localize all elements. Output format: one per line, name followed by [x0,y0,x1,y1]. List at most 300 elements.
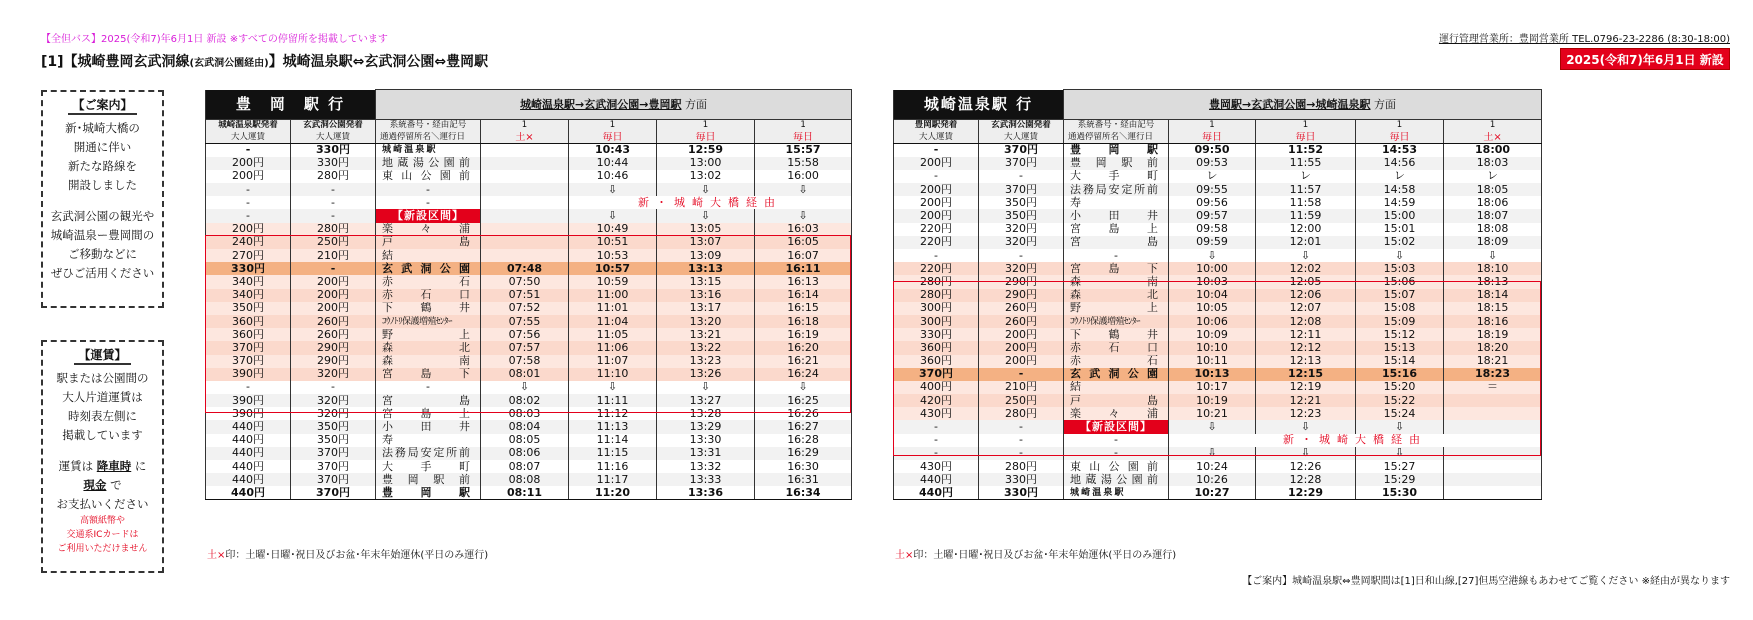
time-cell: 10:17 [1169,381,1256,394]
fare-col-head: 豊岡駅発着 [894,120,979,132]
new-section-label: 【新設区間】 [376,209,481,222]
table-row [206,368,852,381]
time-cell: 11:04 [569,315,657,328]
time-cell: 10:51 [569,236,657,249]
fare-cell: 390円 [206,407,291,420]
time-cell: 18:09 [1444,236,1542,249]
operating-day: 土× [481,132,569,144]
table-row [206,407,852,420]
header-row [206,120,852,132]
fare-cell: 280円 [291,223,376,236]
fare-cell: - [894,434,979,447]
time-cell: 11:20 [569,486,657,499]
time-cell: 11:12 [569,407,657,420]
time-cell: レ [1444,170,1542,183]
fare-cell: - [979,447,1064,460]
time-cell: 13:21 [657,328,755,341]
system-number: 1 [1444,120,1542,132]
time-cell [481,196,569,209]
table-row [206,315,852,328]
fare-cell: 320円 [291,394,376,407]
time-cell: 16:03 [755,223,852,236]
time-cell [1444,460,1542,473]
time-cell: 16:05 [755,236,852,249]
fare-cell: 260円 [979,302,1064,315]
fare-cell: 290円 [291,341,376,354]
destination-heading: 豊 岡 駅 行 [206,90,376,120]
stop-name: 宮島上 [376,407,481,420]
time-cell: ⇩ [1256,249,1356,262]
stop-name: 結 [1064,381,1169,394]
fare-cell: 200円 [979,328,1064,341]
stop-name: 森北 [376,341,481,354]
fare-cell: 300円 [894,302,979,315]
time-cell [1444,420,1542,433]
fare-cell: 330円 [979,486,1064,499]
time-cell: 13:09 [657,249,755,262]
time-cell: 15:06 [1356,275,1444,288]
operating-day: 毎日 [1256,132,1356,144]
time-cell: 15:27 [1356,460,1444,473]
table-row [894,236,1542,249]
time-cell: 18:10 [1444,262,1542,275]
fare-cell: - [894,144,979,157]
footnote-left: 土×印：土曜･日曜･祝日及びお盆･年末年始運休(平日のみ運行) [207,550,489,561]
stop-name: 戸島 [1064,394,1169,407]
time-cell: 13:00 [657,157,755,170]
stop-name: 豊岡駅前 [376,473,481,486]
fare-cell: 360円 [894,355,979,368]
fare-cell: 250円 [291,236,376,249]
time-cell: ⇩ [569,209,657,222]
stop-name: 戸島 [376,236,481,249]
time-cell: 12:08 [1256,315,1356,328]
table-row [206,460,852,473]
table-row [894,420,1542,433]
time-cell: 11:52 [1256,144,1356,157]
system-number: 1 [1256,120,1356,132]
fare-cell: 200円 [979,355,1064,368]
fare-cell: 440円 [894,473,979,486]
time-cell: 16:30 [755,460,852,473]
time-cell: 10:24 [1169,460,1256,473]
fare-label: 大人運賃 [894,132,979,144]
fare-cell: 440円 [894,486,979,499]
table-row [894,328,1542,341]
time-cell [481,157,569,170]
operating-day: 毎日 [755,132,852,144]
table-row [206,144,852,157]
time-cell: 14:59 [1356,196,1444,209]
footnote-right: 土×印：土曜･日曜･祝日及びお盆･年末年始運休(平日のみ運行) [895,550,1177,561]
time-cell: 13:07 [657,236,755,249]
time-cell: 10:57 [569,262,657,275]
time-cell: 11:59 [1256,209,1356,222]
fare-cell: 200円 [291,289,376,302]
time-cell [1444,447,1542,460]
time-cell: 15:16 [1356,368,1444,381]
time-cell: 12:26 [1256,460,1356,473]
time-cell: 16:20 [755,341,852,354]
time-cell: 13:36 [657,486,755,499]
fare-cell: - [894,420,979,433]
table-row [206,209,852,222]
time-cell: 08:08 [481,473,569,486]
time-cell: 11:05 [569,328,657,341]
time-cell: 18:23 [1444,368,1542,381]
time-cell: 07:57 [481,341,569,354]
time-cell: 10:43 [569,144,657,157]
fare-cell: 320円 [979,262,1064,275]
time-cell: 15:00 [1356,209,1444,222]
time-cell: ⇩ [755,381,852,394]
time-cell: 13:23 [657,355,755,368]
via-bridge-note: 新・城崎大橋経由 [1169,434,1542,447]
table-row [894,302,1542,315]
time-cell: 11:15 [569,447,657,460]
fare-cell: 440円 [206,420,291,433]
route-title: [1]【城崎豊岡玄武洞線(玄武洞公園経由)】城崎温泉駅⇔玄武洞公園⇔豊岡駅 [41,54,489,70]
time-cell: ⇩ [1256,420,1356,433]
stop-name: 小田井 [376,420,481,433]
time-cell: 07:48 [481,262,569,275]
system-number: 1 [481,120,569,132]
time-cell: 10:13 [1169,368,1256,381]
time-cell: 18:21 [1444,355,1542,368]
time-cell: 14:53 [1356,144,1444,157]
stop-name: 宮島 [1064,236,1169,249]
time-cell: 09:50 [1169,144,1256,157]
system-number: 1 [569,120,657,132]
fare-cell: 390円 [206,394,291,407]
fare-cell: 440円 [206,486,291,499]
fare-cell: 330円 [979,473,1064,486]
time-cell: 10:46 [569,170,657,183]
header-row [206,132,852,144]
fare-cell: 350円 [291,434,376,447]
time-cell: 09:57 [1169,209,1256,222]
time-cell: 16:14 [755,289,852,302]
fare-cell: - [979,420,1064,433]
time-cell: 12:23 [1256,407,1356,420]
time-cell: 12:07 [1256,302,1356,315]
fare-cell: 200円 [291,302,376,315]
time-cell [481,236,569,249]
fare-cell: 330円 [291,157,376,170]
stop-name: 結 [376,249,481,262]
time-cell: ＝ [1444,381,1542,394]
new-route-badge: 2025(令和7)年6月1日 新設 [1560,48,1730,70]
fare-cell: 280円 [979,407,1064,420]
fare-cell: 200円 [206,157,291,170]
fare-cell: 220円 [894,262,979,275]
time-cell: 11:17 [569,473,657,486]
stop-name: - [376,183,481,196]
fare-cell: 370円 [979,144,1064,157]
time-cell: ⇩ [657,209,755,222]
operating-day: 毎日 [569,132,657,144]
office-contact: 運行管理営業所：豊岡営業所 TEL.0796-23-2286 (8:30-18:00) [1438,34,1730,45]
fare-cell: 200円 [894,209,979,222]
table-row [894,249,1542,262]
time-cell: 16:19 [755,328,852,341]
fare-cell: 200円 [291,275,376,288]
table-row [206,381,852,394]
fare-cell: 330円 [206,262,291,275]
time-cell: 12:29 [1256,486,1356,499]
operating-day: 毎日 [1169,132,1256,144]
time-cell: 16:29 [755,447,852,460]
stop-name: 宮島下 [376,368,481,381]
time-cell: 12:15 [1256,368,1356,381]
fare-cell: 370円 [291,486,376,499]
time-cell: 18:20 [1444,341,1542,354]
table-row [206,170,852,183]
fare-cell: 280円 [291,170,376,183]
time-cell: ⇩ [569,381,657,394]
fare-cell: - [894,249,979,262]
time-cell: 13:27 [657,394,755,407]
timetable-to-toyooka [205,89,852,500]
time-cell: 16:28 [755,434,852,447]
time-cell: 13:02 [657,170,755,183]
time-cell: 15:20 [1356,381,1444,394]
fare-cell: 350円 [979,209,1064,222]
table-row [894,381,1542,394]
time-cell: 08:06 [481,447,569,460]
time-cell: 16:11 [755,262,852,275]
fare-label: 大人運賃 [291,132,376,144]
operating-day: 土× [1444,132,1542,144]
time-cell: 18:08 [1444,223,1542,236]
table-row [894,183,1542,196]
time-cell: 15:24 [1356,407,1444,420]
system-label: 系統番号・経由記号 [376,120,481,132]
stop-name: ｺｳﾉﾄﾘ保護増殖ｾﾝﾀｰ [376,315,481,328]
stop-name: 法務局安定所前 [1064,183,1169,196]
time-cell: 10:06 [1169,315,1256,328]
stop-name: 地蔵湯公園前 [1064,473,1169,486]
time-cell: 18:15 [1444,302,1542,315]
time-cell: 12:12 [1256,341,1356,354]
table-row [894,368,1542,381]
fare-cell: 350円 [206,302,291,315]
time-cell: 13:15 [657,275,755,288]
time-cell: 18:19 [1444,328,1542,341]
stop-name: 宮島 [376,394,481,407]
time-cell: 16:00 [755,170,852,183]
fare-cell: - [206,196,291,209]
table-row [206,275,852,288]
fare-cell: 220円 [894,223,979,236]
table-row [894,407,1542,420]
table-row [206,420,852,433]
fare-cell: 340円 [206,289,291,302]
fare-cell: 260円 [291,315,376,328]
fare-col-head: 玄武洞公園発着 [291,120,376,132]
table-row [894,341,1542,354]
time-cell: 10:44 [569,157,657,170]
stop-name: - [376,381,481,394]
fare-cell: 370円 [206,355,291,368]
time-cell: ⇩ [569,183,657,196]
time-cell: ⇩ [1444,249,1542,262]
time-cell: ⇩ [481,381,569,394]
time-cell: 16:31 [755,473,852,486]
fare-cell: 280円 [894,275,979,288]
fare-cell: 330円 [291,144,376,157]
time-cell: 12:13 [1256,355,1356,368]
time-cell: 10:53 [569,249,657,262]
fare-cell: 320円 [291,368,376,381]
fare-cell: - [206,209,291,222]
time-cell: 11:55 [1256,157,1356,170]
stop-name: 東山公園前 [1064,460,1169,473]
fare-cell: - [979,368,1064,381]
operating-day: 毎日 [657,132,755,144]
time-cell: 13:32 [657,460,755,473]
system-number: 1 [1356,120,1444,132]
time-cell: 13:28 [657,407,755,420]
fare-cell: 240円 [206,236,291,249]
time-cell: 14:56 [1356,157,1444,170]
table-row [206,341,852,354]
fare-cell: 370円 [979,157,1064,170]
time-cell: 13:16 [657,289,755,302]
time-cell: 15:13 [1356,341,1444,354]
fare-cell: 210円 [979,381,1064,394]
time-cell: 11:06 [569,341,657,354]
time-cell: 11:01 [569,302,657,315]
time-cell: 08:04 [481,420,569,433]
stop-name: - [1064,249,1169,262]
fare-cell: 420円 [894,394,979,407]
time-cell: 12:28 [1256,473,1356,486]
time-cell: 14:58 [1356,183,1444,196]
time-cell: 13:17 [657,302,755,315]
time-cell: ⇩ [755,209,852,222]
table-row [206,236,852,249]
header-row [894,132,1542,144]
stop-name: 野上 [1064,302,1169,315]
time-cell: 09:59 [1169,236,1256,249]
fare-cell: 260円 [291,328,376,341]
time-cell: ⇩ [657,183,755,196]
time-cell: 16:18 [755,315,852,328]
time-cell: 10:00 [1169,262,1256,275]
fare-cell: 290円 [291,355,376,368]
time-cell: 16:21 [755,355,852,368]
time-cell [1444,407,1542,420]
time-cell: 08:02 [481,394,569,407]
stop-name: 小田井 [1064,209,1169,222]
time-cell [1444,486,1542,499]
stop-name: 東山公園前 [376,170,481,183]
table-row [894,170,1542,183]
time-cell: 12:02 [1256,262,1356,275]
fare-cell: 290円 [979,289,1064,302]
time-cell: 10:03 [1169,275,1256,288]
fare-cell: 440円 [206,447,291,460]
time-cell: 15:57 [755,144,852,157]
time-cell: 08:07 [481,460,569,473]
fare-cell: - [206,381,291,394]
time-cell: ⇩ [755,183,852,196]
table-row [894,144,1542,157]
fare-cell: 200円 [206,170,291,183]
time-cell: 12:21 [1256,394,1356,407]
stop-name: 楽々浦 [1064,407,1169,420]
table-row [206,486,852,499]
fare-cell: - [291,183,376,196]
fare-cell: 300円 [894,315,979,328]
time-cell: 10:27 [1169,486,1256,499]
fare-cell: 400円 [894,381,979,394]
table-row [206,157,852,170]
time-cell: 07:58 [481,355,569,368]
table-row [206,289,852,302]
table-row [894,262,1542,275]
fare-cell: 360円 [206,315,291,328]
table-row [894,447,1542,460]
stop-name: 地蔵湯公園前 [376,157,481,170]
time-cell: 10:10 [1169,341,1256,354]
time-cell: 15:07 [1356,289,1444,302]
table-row [894,289,1542,302]
time-cell: 15:08 [1356,302,1444,315]
time-cell: ⇩ [1169,447,1256,460]
time-cell: 10:59 [569,275,657,288]
time-cell: 11:00 [569,289,657,302]
system-number: 1 [657,120,755,132]
time-cell: 10:05 [1169,302,1256,315]
time-cell: 15:01 [1356,223,1444,236]
time-cell: 16:13 [755,275,852,288]
time-cell: ⇩ [1256,447,1356,460]
guide-heading: 【ご案内】 [68,97,136,115]
stop-name: - [376,196,481,209]
fare-cell: - [206,183,291,196]
time-cell: 09:56 [1169,196,1256,209]
fare-cell: - [291,209,376,222]
stop-label: 通過停留所名＼運行日 [376,132,481,144]
time-cell: 18:03 [1444,157,1542,170]
stop-name: 玄武洞公園 [1064,368,1169,381]
time-cell: 15:02 [1356,236,1444,249]
fare-cell: - [979,249,1064,262]
stop-name: 赤石 [376,275,481,288]
table-row [206,249,852,262]
fare-cell: 330円 [894,328,979,341]
fare-cell: 340円 [206,275,291,288]
fare-cell: 290円 [979,275,1064,288]
fare-cell: - [291,381,376,394]
fare-cell: 200円 [206,223,291,236]
fare-cell: 200円 [979,341,1064,354]
fare-label: 大人運賃 [979,132,1064,144]
fare-cell: 350円 [979,196,1064,209]
time-cell: ⇩ [1356,420,1444,433]
stop-name: 豊岡駅前 [1064,157,1169,170]
fare-col-head: 玄武洞公園発着 [979,120,1064,132]
stop-name: 下鶴井 [376,302,481,315]
fare-cell: 440円 [206,473,291,486]
stop-name: 宮島下 [1064,262,1169,275]
fare-cell: 260円 [979,315,1064,328]
fare-heading: 【運賃】 [74,347,130,365]
top-note: 【全但バス】2025(令和7)年6月1日 新設 ※すべての停留所を掲載しています [41,34,388,45]
time-cell: 08:01 [481,368,569,381]
